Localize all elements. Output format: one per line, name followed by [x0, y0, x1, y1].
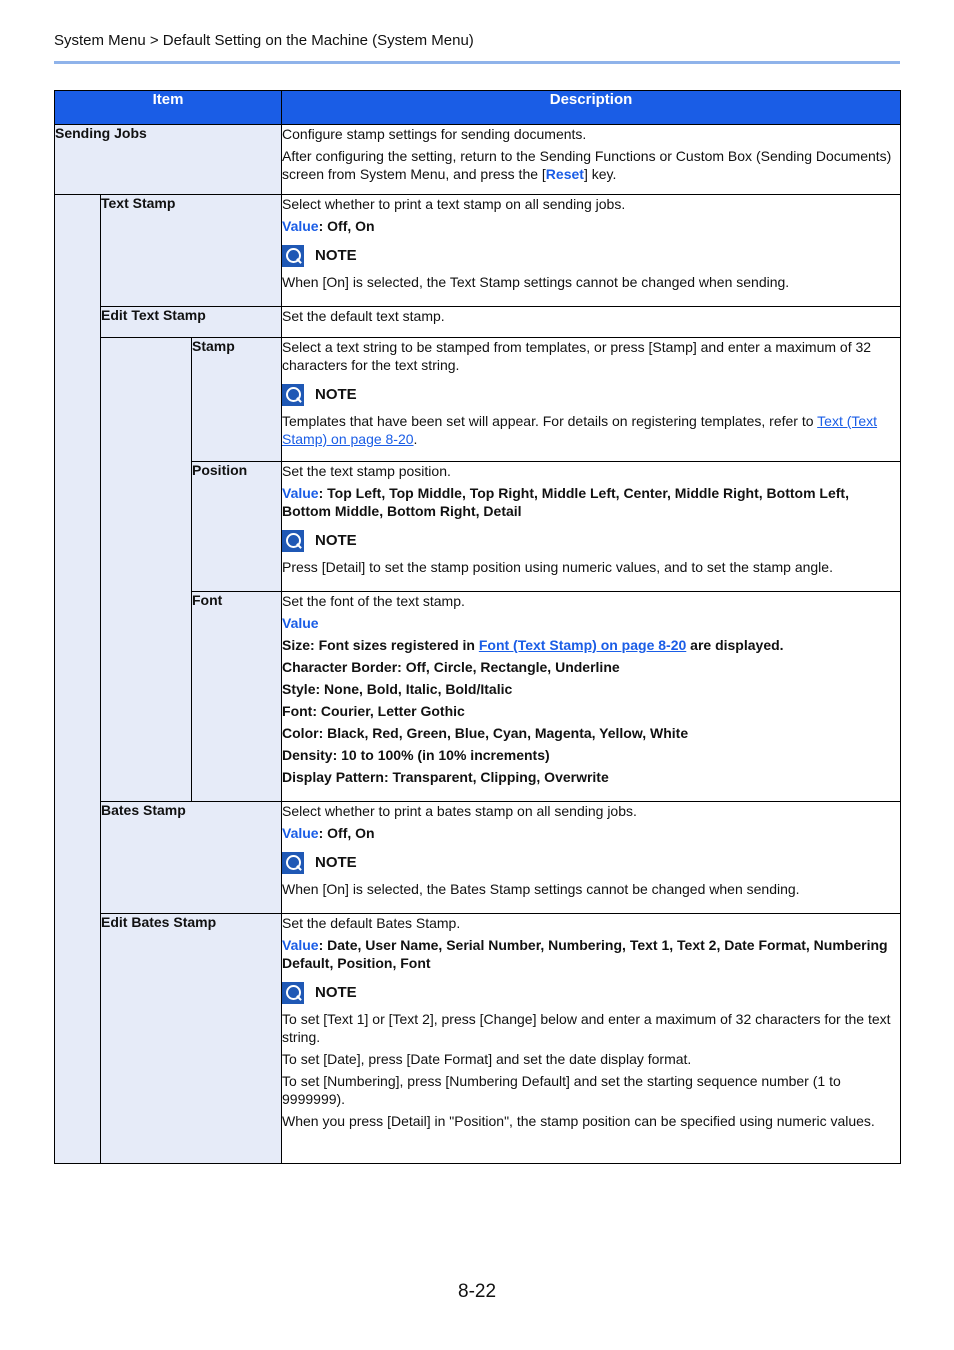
note-icon — [282, 982, 304, 1004]
indent-column-sub — [101, 338, 192, 802]
header-divider — [54, 61, 900, 64]
item-bates-stamp: Bates Stamp — [101, 802, 282, 914]
desc-position: Set the text stamp position. Value: Top Left, Top Middle, Top Right, Middle Left, Center, Middle Right, Bottom Left, Bottom Middle, Bottom Right, Detail NOTE Press [Detail] to set the stamp position using numeric values, and to set the stamp angle. — [282, 462, 901, 592]
item-edit-text-stamp: Edit Text Stamp — [101, 307, 282, 338]
item-edit-bates-stamp: Edit Bates Stamp — [101, 914, 282, 1164]
note-icon — [282, 245, 304, 267]
reset-key: Reset — [545, 166, 584, 182]
note-icon — [282, 852, 304, 874]
note-callout: NOTE — [282, 980, 900, 1006]
note-callout: NOTE — [282, 850, 900, 876]
description-column-header: Description — [282, 91, 901, 125]
desc-bates-stamp: Select whether to print a bates stamp on all sending jobs. Value: Off, On NOTE When [On] is selected, the Bates Stamp settings cannot be changed when sending. — [282, 802, 901, 914]
desc-text-stamp: Select whether to print a text stamp on all sending jobs. Value: Off, On NOTE When [On] is selected, the Text Stamp settings cannot be changed when sending. — [282, 195, 901, 307]
text-stamp-link[interactable]: Text (Text Stamp) on page 8-20 — [282, 413, 878, 447]
desc-stamp: Select a text string to be stamped from templates, or press [Stamp] and enter a maximum of 32 characters for the text string. NOTE Templates that have been set will appear. For details on registering templates, refer to Text (Text Stamp) on page 8-20. — [282, 338, 901, 462]
font-text-stamp-link[interactable]: Font (Text Stamp) on page 8-20 — [478, 637, 687, 653]
page-number: 8-22 — [458, 1281, 497, 1302]
desc-sending-jobs: Configure stamp settings for sending documents. After configuring the setting, return to the Sending Functions or Custom Box (Sending Documents) screen from System Menu, and press the [Reset] key. — [282, 125, 901, 195]
desc-edit-text-stamp: Set the default text stamp. — [282, 307, 901, 338]
item-column-header: Item — [55, 91, 282, 125]
item-stamp: Stamp — [192, 338, 282, 462]
item-position: Position — [192, 462, 282, 592]
note-icon — [282, 384, 304, 406]
breadcrumb: System Menu > Default Setting on the Machine (System Menu) — [54, 32, 474, 49]
note-callout: NOTE — [282, 528, 900, 554]
indent-column — [55, 195, 101, 1164]
item-text-stamp: Text Stamp — [101, 195, 282, 307]
note-icon — [282, 530, 304, 552]
desc-edit-bates-stamp: Set the default Bates Stamp. Value: Date, User Name, Serial Number, Numbering, Text 1, Text 2, Date Format, Numbering Default, Position, Font NOTE To set [Text 1] or [Text 2], press [Change] below and enter a maximum of 32 characters for the text string. To set [Date], press [Date Format] and set the date display format. To set [Numbering], press [Numbering Default] and set the starting sequence number (1 to 9999999). When you press [Detail] in "Position", the stamp position can be specified using numeric values. — [282, 914, 901, 1164]
note-callout: NOTE — [282, 382, 900, 408]
item-font: Font — [192, 592, 282, 802]
settings-table — [54, 90, 901, 1164]
item-sending-jobs: Sending Jobs — [55, 125, 282, 195]
note-callout: NOTE — [282, 243, 900, 269]
desc-font: Set the font of the text stamp. Value Size: Font sizes registered in Font (Text Stamp) on page 8-20 are displayed. Character Border: Off, Circle, Rectangle, Underline Style: None, Bold, Italic, Bold/Italic Font: Courier, Letter Gothic Color: Black, Red, Green, Blue, Cyan, Magenta, Yellow, White Density: 10 to 100% (in 10% increments) Display Pattern: Transparent, Clipping, Overwrite — [282, 592, 901, 802]
